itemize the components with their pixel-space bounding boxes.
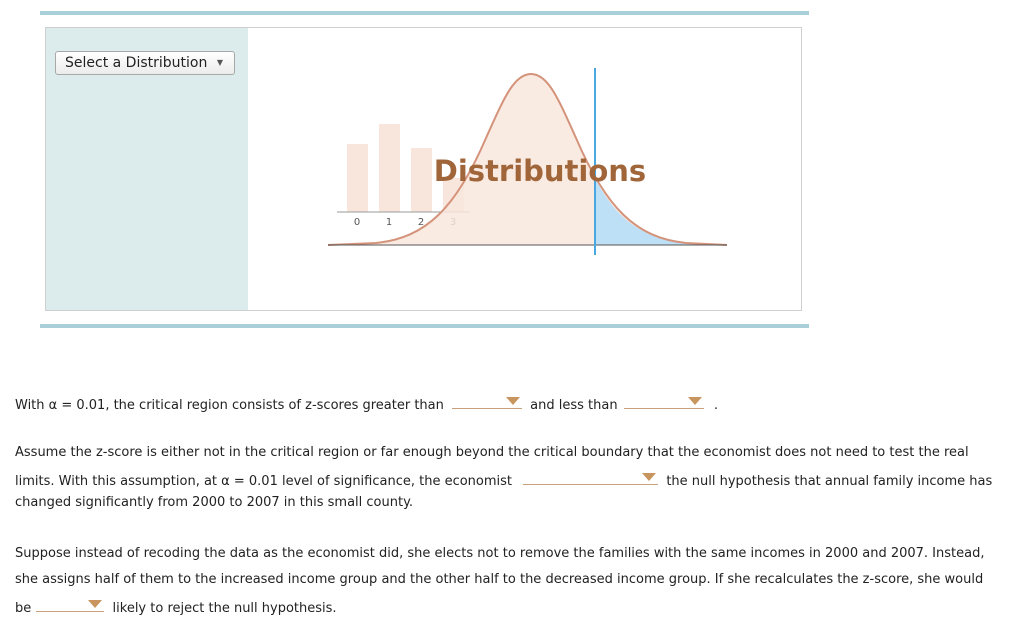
axis-tick-label: 1	[385, 217, 393, 228]
dropdown-arrow-icon	[688, 397, 702, 405]
hypothesis-decision-dropdown[interactable]	[523, 470, 658, 485]
dropdown-arrow-icon	[88, 600, 102, 608]
q2-line-1: Assume the z-score is either not in the critical region or far enough beyond the critical boundary that the economist does not need to test the real	[15, 445, 969, 460]
critical-tail-area	[595, 178, 727, 245]
q3-line-3	[15, 597, 337, 616]
q2-line-3: changed significantly from 2000 to 2007 in this small county.	[15, 495, 414, 510]
q1-text-start: With α = 0.01, the critical region consists of z-scores greater than	[15, 398, 444, 413]
q3-text-start: be	[15, 601, 32, 616]
distributions-logo-text: Distributions	[433, 154, 647, 188]
upper-critical-z-dropdown[interactable]	[452, 394, 522, 409]
q2-text-start: limits. With this assumption, at α = 0.01 level of significance, the economist	[15, 474, 513, 489]
lower-critical-z-dropdown[interactable]	[624, 394, 704, 409]
axis-tick-label: 2	[417, 217, 425, 228]
q1-text-middle: and less than	[530, 398, 618, 413]
triangle-down-icon: ▼	[216, 58, 223, 67]
bottom-divider	[40, 324, 809, 328]
distributions-logo	[46, 28, 801, 310]
select-distribution-label: Select a Distribution	[65, 55, 208, 71]
q2-line-2	[15, 470, 992, 489]
q2-text-end: the null hypothesis that annual family income has	[666, 474, 993, 489]
distribution-tool-panel	[45, 27, 802, 311]
likelihood-dropdown[interactable]	[36, 597, 104, 612]
q3-line-1: Suppose instead of recoding the data as the economist did, she elects not to remove the families with the same incomes in 2000 and 2007. Instead,	[15, 546, 985, 561]
histogram-bar	[411, 148, 432, 212]
q3-text-end: likely to reject the null hypothesis.	[112, 601, 337, 616]
dropdown-arrow-icon	[506, 397, 520, 405]
histogram-bar	[379, 124, 400, 212]
axis-tick-label: 0	[353, 217, 361, 228]
top-divider	[40, 11, 809, 15]
q3-line-2: she assigns half of them to the increased income group and the other half to the decreased income group. If she recalculates the z-score, she would	[15, 572, 984, 587]
question-1	[15, 394, 718, 413]
histogram-bar	[347, 144, 368, 212]
dropdown-arrow-icon	[642, 473, 656, 481]
q1-text-end: .	[713, 398, 718, 413]
